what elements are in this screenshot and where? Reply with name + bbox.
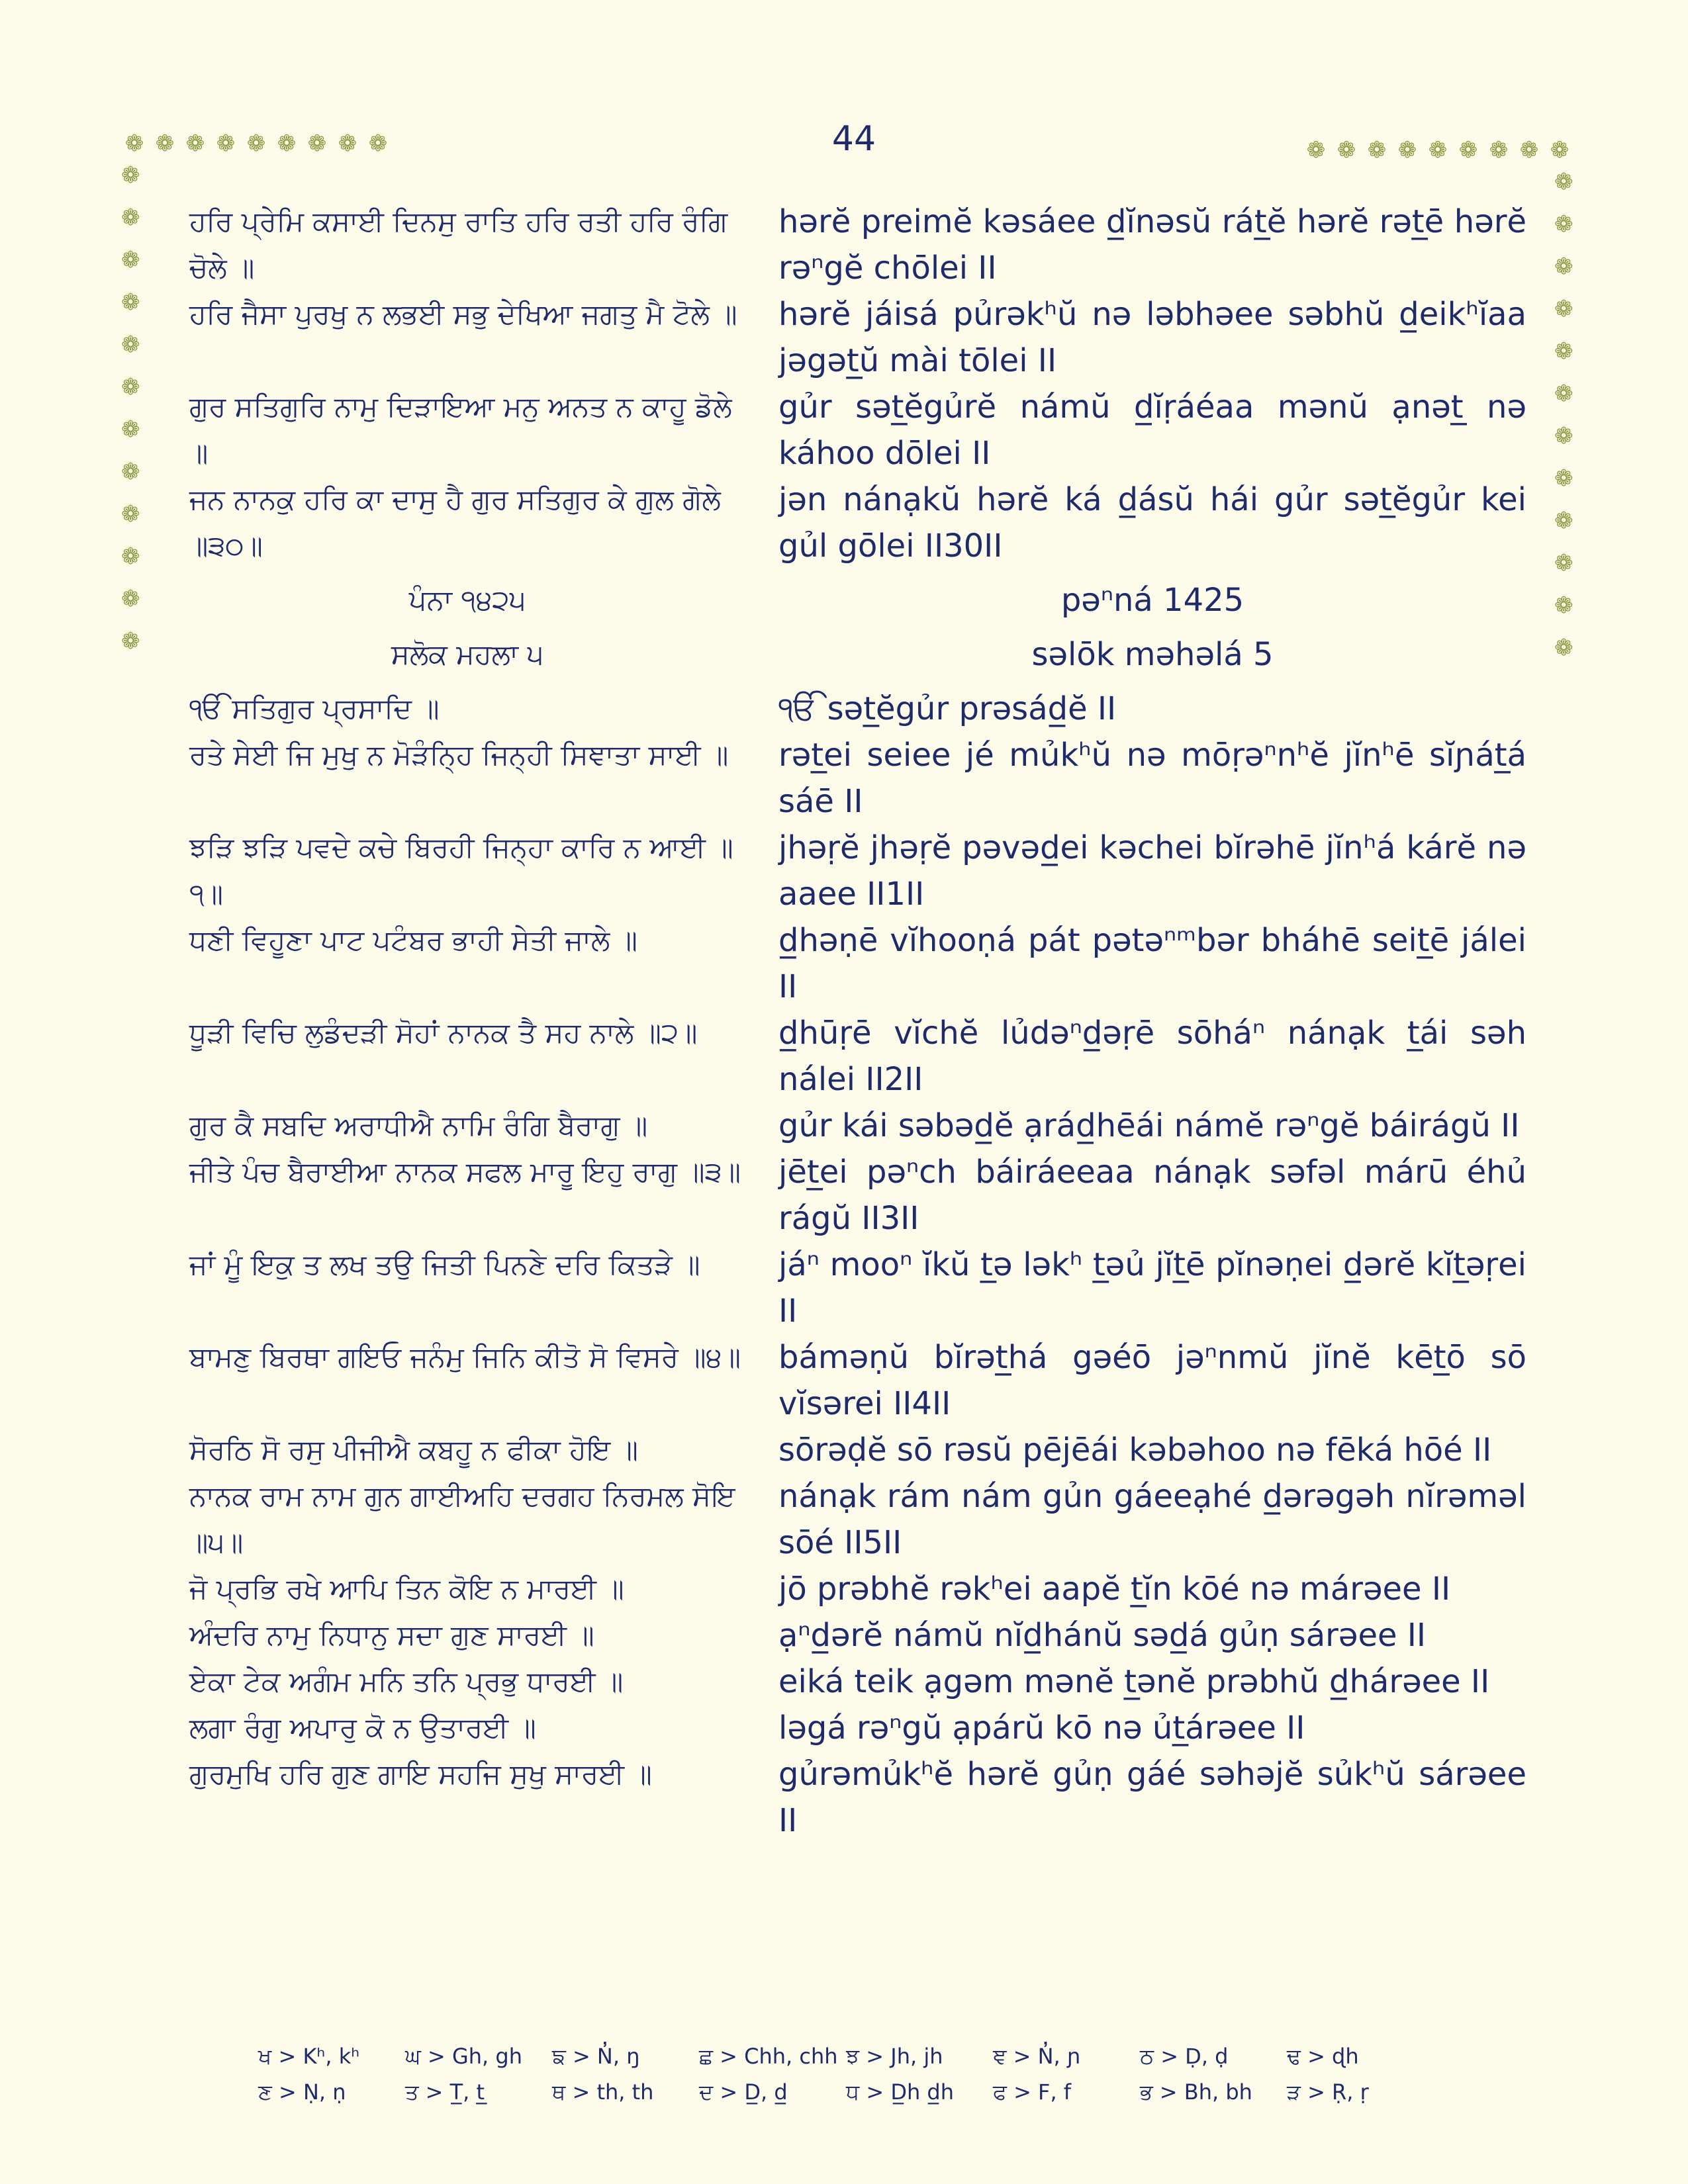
legend-item: ਢ > ɖh [1287, 2043, 1359, 2069]
flower-ornament-icon: ❁ [1367, 137, 1387, 163]
verse-row [189, 1612, 1526, 1659]
legend-item: ਫ > F, f [993, 2079, 1072, 2105]
gurmukhi-text: ਸੋਰਠਿ ਸੋ ਰਸੁ ਪੀਜੀਐ ਕਬਹੂ ਨ ਫੀਕਾ ਹੋਇ ॥ [189, 1433, 638, 1466]
flower-ornament-icon: ❁ [1554, 296, 1573, 322]
verse-row [189, 1149, 1526, 1242]
verse-row [189, 1334, 1526, 1427]
flower-ornament-icon: ❁ [124, 130, 144, 157]
gurmukhi-text: ਬਾਮਣੁ ਬਿਰਥਾ ਗਇਓ ਜਨੰਮੁ ਜਿਨਿ ਕੀਤੋ ਸੋ ਵਿਸਰੇ ॥੪॥ [189, 1341, 741, 1373]
flower-ornament-icon: ❁ [1397, 137, 1417, 163]
transliteration-text: hərĕ preimĕ kəsáee d̲ĭnəsŭ rát̲ĕ hərĕ rət̲ē hərĕ rəⁿgĕ chōlei II [778, 203, 1526, 287]
transliteration-text: jáⁿ mooⁿ ĭkŭ t̲ə ləkʰ t̲əủ jĭt̲ē pĭnəṇei d̲ərĕ kĭt̲əṛei II [778, 1246, 1526, 1330]
verse-row [189, 1010, 1526, 1103]
legend-item: ਛ > Chh, chh [699, 2043, 838, 2069]
gurmukhi-text: ਏਕਾ ਟੇਕ ਅਗੰਮ ਮਨਿ ਤਨਿ ਪ੍ਰਭੁ ਧਾਰਈ ॥ [189, 1665, 624, 1698]
flower-ornament-icon: ❁ [121, 628, 140, 655]
legend-row [258, 2074, 1450, 2110]
transliteration-text: gủr sət̲ĕgủrĕ námŭ d̲ĭṛáéaa mənŭ ạnət̲ nə káhoo dōlei II [778, 388, 1526, 472]
flower-ornament-icon: ❁ [1489, 137, 1509, 163]
ornament-left-column [121, 164, 140, 672]
verse-row [189, 384, 1526, 477]
flower-ornament-icon: ❁ [1554, 465, 1573, 492]
transliteration-text: ੴ sət̲ĕgủr prəsád̲ĕ II [778, 690, 1117, 727]
transliteration-text: səlōk məhəlá 5 [1031, 636, 1274, 673]
verse-row [189, 1705, 1526, 1751]
flower-ornament-icon: ❁ [185, 130, 205, 157]
gurmukhi-text: ਹਰਿ ਜੈਸਾ ਪੁਰਖੁ ਨ ਲਭਈ ਸਭੁ ਦੇਖਿਆ ਜਗਤੁ ਮੈ ਟੋਲੇ ॥ [189, 298, 737, 330]
legend-item: ਞ > N̓, ɲ [993, 2043, 1081, 2069]
legend-item: ਦ > D̲, d̲ [699, 2079, 788, 2105]
flower-ornament-icon: ❁ [277, 130, 297, 157]
flower-ornament-icon: ❁ [1554, 338, 1573, 365]
legend-item: ਖ > Kʰ, kʰ [258, 2043, 360, 2069]
verse-row [189, 917, 1526, 1010]
verse-row [189, 1427, 1526, 1473]
transliteration-text: gủrəmủkʰĕ hərĕ gủṇ gáé səhəjĕ sủkʰŭ sárəee II [778, 1756, 1526, 1839]
gurmukhi-text: ਜਨ ਨਾਨਕੁ ਹਰਿ ਕਾ ਦਾਸੁ ਹੈ ਗੁਰ ਸਤਿਗੁਰ ਕੇ ਗੁਲ ਗੋਲੇ ॥੩੦॥ [189, 483, 721, 562]
legend-item: ਣ > Ṇ, ṇ [258, 2079, 346, 2105]
verse-table [189, 199, 1526, 1844]
transliteration-text: eiká teik ạgəm mənĕ t̲ənĕ prəbhŭ d̲hárəee II [778, 1663, 1490, 1700]
verse-row [189, 1659, 1526, 1705]
gurmukhi-text: ਪੰਨਾ ੧੪੨੫ [408, 584, 526, 616]
gurmukhi-text: ੴ ਸਤਿਗੁਰ ਪ੍ਰਸਾਦਿ ॥ [189, 692, 440, 725]
gurmukhi-text: ਜਾਂ ਮੂੰ ਇਕੁ ਤ ਲਖ ਤਉ ਜਿਤੀ ਪਿਨਣੇ ਦਰਿ ਕਿਤੜੇ ॥ [189, 1248, 700, 1281]
verse-row [189, 291, 1526, 384]
flower-ornament-icon: ❁ [338, 130, 357, 157]
verse-row [189, 199, 1526, 291]
legend-item: ਝ > Jh, jh [846, 2043, 943, 2069]
gurmukhi-text: ਨਾਨਕ ਰਾਮ ਨਾਮ ਗੁਨ ਗਾਈਅਹਿ ਦਰਗਹ ਨਿਰਮਲ ਸੋਇ ॥੫॥ [189, 1480, 735, 1559]
page-number: 44 [831, 119, 876, 159]
flower-ornament-icon: ❁ [1428, 137, 1448, 163]
flower-ornament-icon: ❁ [216, 130, 236, 157]
gurmukhi-text: ਰਤੇ ਸੇਈ ਜਿ ਮੁਖੁ ਨ ਮੋੜੰਨ੍ਹਿ ਜਿਨ੍ਹੀ ਸਿਞਾਤਾ ਸਾਈ ॥ [189, 739, 729, 771]
ornament-top-right [1301, 139, 1575, 161]
legend-item: ਠ > Ḍ, ḍ [1140, 2043, 1229, 2069]
gurmukhi-text: ਝੜਿ ਝੜਿ ਪਵਦੇ ਕਚੇ ਬਿਰਹੀ ਜਿਨ੍ਹਾ ਕਾਰਿ ਨ ਆਈ ॥੧॥ [189, 831, 733, 910]
gurmukhi-text: ਗੁਰ ਸਤਿਗੁਰਿ ਨਾਮੁ ਦਿੜਾਇਆ ਮਨੁ ਅਨਤ ਨ ਕਾਹੂ ਡੋਲੇ ॥ [189, 390, 732, 469]
legend-item: ਙ > N̓, ŋ [552, 2043, 640, 2069]
gurmukhi-text: ਸਲੋਕ ਮਹਲਾ ੫ [391, 638, 544, 670]
flower-ornament-icon: ❁ [1336, 137, 1356, 163]
transliteration-text: pəⁿná 1425 [1060, 582, 1244, 619]
legend-item: ਤ > T̲, t̲ [405, 2079, 485, 2105]
flower-ornament-icon: ❁ [121, 459, 140, 485]
gurmukhi-text: ਜੀਤੇ ਪੰਚ ਬੈਰਾਈਆ ਨਾਨਕ ਸਫਲ ਮਾਰੂ ਇਹੁ ਰਾਗੁ ॥੩॥ [189, 1156, 741, 1188]
transliteration-text: ạⁿd̲ərĕ námŭ nĭd̲hánŭ səd̲á gủṇ sárəee II [778, 1617, 1427, 1654]
verse-row [189, 1751, 1526, 1844]
transliteration-text: d̲həṇē vĭhooṇá pát pətəⁿᵐbər bháhē seit̲ē jálei II [778, 922, 1526, 1005]
verse-row [189, 577, 1526, 623]
legend-item: ੜ > Ṛ, ṛ [1287, 2079, 1369, 2105]
transliteration-text: rət̲ei seiee jé mủkʰŭ nə mōṛəⁿnʰĕ jĭnʰē sĭɲát̲á sáē II [778, 737, 1526, 820]
flower-ornament-icon: ❁ [155, 130, 175, 157]
transliteration-text: jən nánạkŭ hərĕ ká d̲ásŭ hái gủr sət̲ĕgủr kei gủl gōlei II30II [778, 481, 1526, 565]
flower-ornament-icon: ❁ [1519, 137, 1539, 163]
transliteration-text: gủr kái səbəd̲ĕ ạrád̲hēái námĕ rəⁿgĕ báirágŭ II [778, 1107, 1520, 1144]
flower-ornament-icon: ❁ [1458, 137, 1478, 163]
verse-row [189, 1566, 1526, 1612]
ornament-top-left [119, 132, 393, 155]
flower-ornament-icon: ❁ [121, 332, 140, 358]
flower-ornament-icon: ❁ [121, 247, 140, 273]
gurmukhi-text: ਗੁਰਮੁਖਿ ਹਰਿ ਗੁਣ ਗਾਇ ਸਹਜਿ ਸੁਖੁ ਸਾਰਈ ॥ [189, 1758, 652, 1790]
verse-row [189, 1473, 1526, 1566]
ornament-right-column [1554, 171, 1573, 679]
transliteration-text: jō prəbhĕ rəkʰei aapĕ t̲ĭn kōé nə márəee II [778, 1570, 1451, 1608]
flower-ornament-icon: ❁ [1554, 253, 1573, 280]
flower-ornament-icon: ❁ [121, 543, 140, 570]
gurmukhi-text: ਗੁਰ ਕੈ ਸਬਦਿ ਅਰਾਧੀਐ ਨਾਮਿ ਰੰਗਿ ਬੈਰਾਗੁ ॥ [189, 1109, 648, 1142]
flower-ornament-icon: ❁ [1554, 169, 1573, 195]
flower-ornament-icon: ❁ [1554, 508, 1573, 534]
verse-row [189, 732, 1526, 825]
flower-ornament-icon: ❁ [1554, 592, 1573, 619]
legend-row [258, 2038, 1450, 2074]
verse-row [189, 686, 1526, 732]
flower-ornament-icon: ❁ [121, 289, 140, 316]
transliteration-text: sōrəḍĕ sō rəsŭ pējēái kəbəhoo nə fēká hōé II [778, 1432, 1492, 1469]
transliteration-text: jhəṛĕ jhəṛĕ pəvəd̲ei kəchei bĭrəhē jĭnʰá kárĕ nə aaee II1II [778, 829, 1526, 913]
legend-item: ਭ > Bh, bh [1140, 2079, 1252, 2105]
flower-ornament-icon: ❁ [1554, 211, 1573, 238]
gurmukhi-text: ਹਰਿ ਪ੍ਰੇਮਿ ਕਸਾਈ ਦਿਨਸੁ ਰਾਤਿ ਹਰਿ ਰਤੀ ਹਰਿ ਰੰਗਿ ਚੋਲੇ ॥ [189, 205, 728, 284]
flower-ornament-icon: ❁ [1554, 381, 1573, 407]
legend-item: ਧ > D̲h d̲h [846, 2079, 955, 2105]
transliteration-text: báməṇŭ bĭrət̲há gəéō jəⁿnmŭ jĭnĕ kēt̲ō sō vĭsərei II4II [778, 1339, 1526, 1422]
flower-ornament-icon: ❁ [121, 501, 140, 527]
flower-ornament-icon: ❁ [121, 586, 140, 612]
flower-ornament-icon: ❁ [246, 130, 266, 157]
gurmukhi-text: ਲਗਾ ਰੰਗੁ ਅਪਾਰੁ ਕੋ ਨ ਉਤਾਰਈ ॥ [189, 1711, 536, 1744]
transliteration-text: d̲hūṛē vĭchĕ lủdəⁿd̲əṛē sōháⁿ nánạk t̲ái səh nálei II2II [778, 1015, 1526, 1098]
legend-item: ਥ > th, th [552, 2079, 654, 2105]
flower-ornament-icon: ❁ [1550, 137, 1570, 163]
verse-row [189, 825, 1526, 917]
verse-row [189, 1242, 1526, 1334]
flower-ornament-icon: ❁ [121, 205, 140, 231]
verse-row [189, 631, 1526, 678]
flower-ornament-icon: ❁ [1554, 635, 1573, 661]
flower-ornament-icon: ❁ [121, 416, 140, 443]
gurmukhi-text: ਧਣੀ ਵਿਹੂਣਾ ਪਾਟ ਪਟੰਬਰ ਭਾਹੀ ਸੇਤੀ ਜਾਲੇ ॥ [189, 924, 637, 956]
flower-ornament-icon: ❁ [307, 130, 327, 157]
legend-item: ਘ > Gh, gh [405, 2043, 522, 2069]
transliteration-legend [258, 2038, 1450, 2110]
gurmukhi-text: ਅੰਦਰਿ ਨਾਮੁ ਨਿਧਾਨੁ ਸਦਾ ਗੁਣ ਸਾਰਈ ॥ [189, 1619, 594, 1651]
transliteration-text: nánạk rám nám gủn gáeeạhé d̲ərəgəh nĭrəməl sōé II5II [778, 1478, 1526, 1561]
transliteration-text: ləgá rəⁿgŭ ạpárŭ kō nə ủt̲árəee II [778, 1709, 1305, 1747]
flower-ornament-icon: ❁ [368, 130, 388, 157]
flower-ornament-icon: ❁ [121, 162, 140, 189]
flower-ornament-icon: ❁ [1306, 137, 1326, 163]
transliteration-text: jēt̲ei pəⁿch báiráeeaa nánạk səfəl márū éhủ rágŭ II3II [778, 1154, 1526, 1237]
flower-ornament-icon: ❁ [1554, 423, 1573, 449]
flower-ornament-icon: ❁ [121, 374, 140, 400]
verse-row [189, 477, 1526, 569]
verse-row [189, 1103, 1526, 1149]
flower-ornament-icon: ❁ [1554, 550, 1573, 576]
transliteration-text: hərĕ jáisá pủrəkʰŭ nə ləbhəee səbhŭ d̲eikʰĭaa jəgət̲ŭ mài tōlei II [778, 296, 1526, 379]
gurmukhi-text: ਧੂੜੀ ਵਿਚਿ ਲੁਡੰਦੜੀ ਸੋਹਾਂ ਨਾਨਕ ਤੈ ਸਹ ਨਾਲੇ ॥੨॥ [189, 1017, 698, 1049]
gurmukhi-text: ਜੋ ਪ੍ਰਭਿ ਰਖੇ ਆਪਿ ਤਿਨ ਕੋਇ ਨ ਮਾਰਈ ॥ [189, 1572, 624, 1605]
